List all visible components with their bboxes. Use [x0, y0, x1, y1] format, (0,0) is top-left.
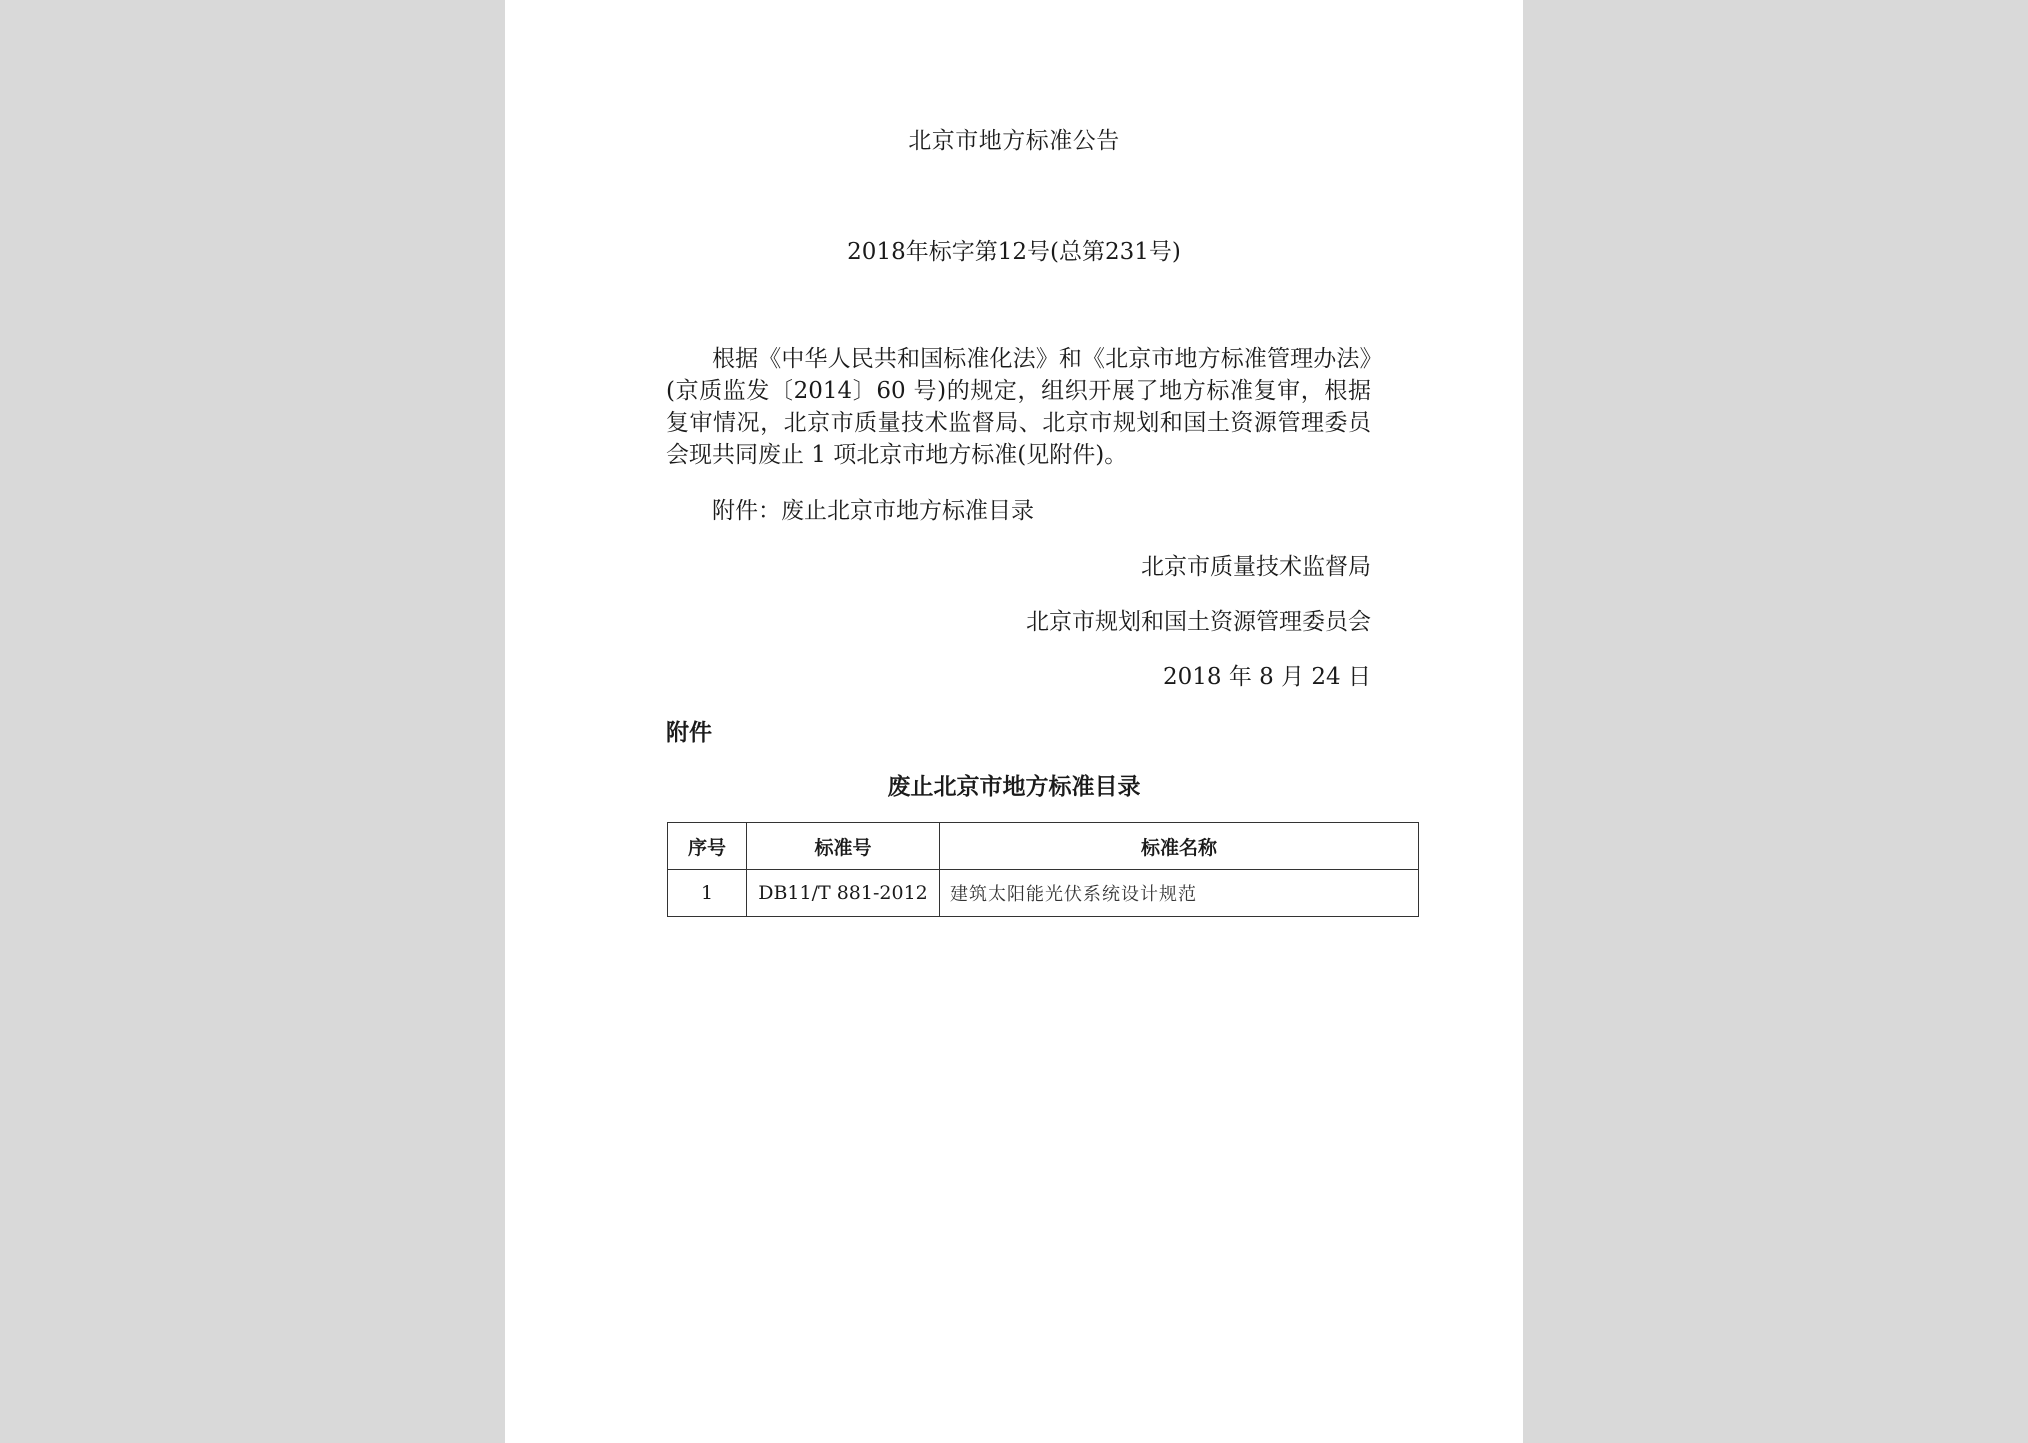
- cell-serial: 1: [668, 870, 747, 917]
- column-header-serial: 序号: [668, 823, 747, 870]
- notice-title: 北京市地方标准公告: [908, 128, 1120, 154]
- document-page: [505, 0, 1523, 1443]
- column-header-standard-code: 标准号: [747, 823, 940, 870]
- signatory-planning-commission: 北京市规划和国土资源管理委员会: [1026, 609, 1371, 635]
- document-number: 2018年标字第12号(总第231号): [847, 239, 1181, 265]
- attachment-reference: 附件：废止北京市地方标准目录: [712, 498, 1034, 524]
- cell-standard-name: 建筑太阳能光伏系统设计规范: [940, 870, 1419, 917]
- column-header-standard-name: 标准名称: [940, 823, 1419, 870]
- standards-table: [667, 822, 1419, 917]
- table-header-row: [668, 823, 1419, 870]
- signatory-quality-bureau: 北京市质量技术监督局: [1141, 554, 1371, 580]
- table-row: [668, 870, 1419, 917]
- attachment-heading: 附件: [666, 720, 712, 746]
- cell-standard-code: DB11/T 881-2012: [747, 870, 940, 917]
- attachment-list-title: 废止北京市地方标准目录: [887, 774, 1141, 800]
- notice-date: 2018 年 8 月 24 日: [1163, 664, 1371, 690]
- notice-body: 根据《中华人民共和国标准化法》和《北京市地方标准管理办法》(京质监发〔2014〕60 号)的规定，组织开展了地方标准复审，根据复审情况，北京市质量技术监督局、北京市规划和国土资源管理委员会现共同废止 1 项北京市地方标准(见附件)。: [666, 346, 1371, 468]
